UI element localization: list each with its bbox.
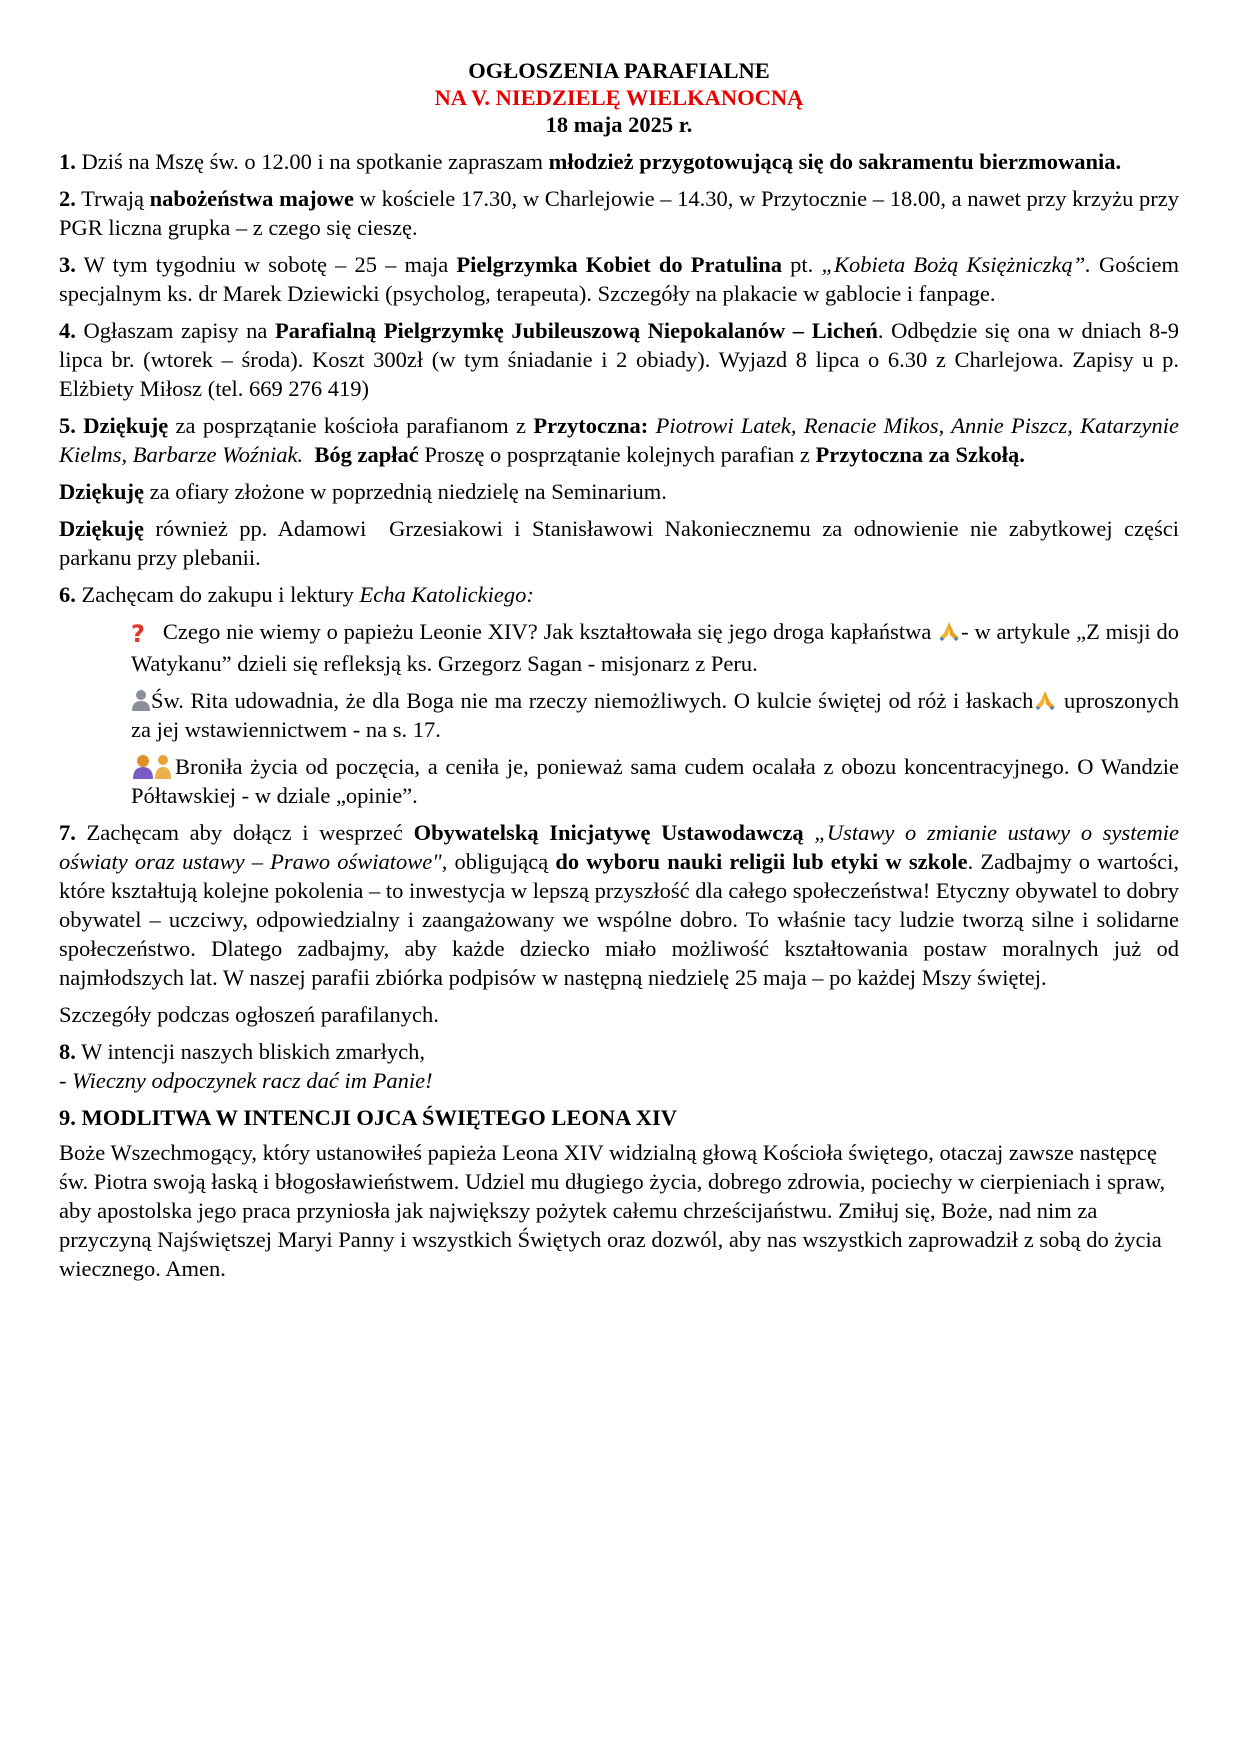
magazine-item-3 [131, 752, 1179, 810]
text: Gościem specjalnym ks. dr Marek Dziewicki (psycholog, terapeuta). Szczegóły na plakacie w gablocie i fanpage. [59, 252, 1179, 306]
item-number: 1. [59, 149, 76, 174]
announcement-1 [59, 147, 1179, 176]
text: Zachęcam do zakupu i lektury [75, 582, 360, 607]
text: Zachęcam aby dołącz i wesprzeć [75, 820, 414, 845]
text: . Zadbajmy o wartości, które kształtują kolejne pokolenia – to inwestycja w lepszą przyszłość dla całego społeczeństwa! Etyczny obywatel to dobry obywatel – uczciwy, odpowiedzialny i zaangażowany we wspólne dobro. To właśnie tacy ludzie tworzą silne i solidarne społeczeństwo. Dlatego zadbajmy, aby każde dziecko miało możliwość kształtowania postaw moralnych już od najmłodszych lat. W naszej parafii zbiórka podpisów w następną niedzielę 25 maja – po każdej Mszy świętej. [59, 849, 1180, 990]
text: Ogłaszam zapisy na [75, 318, 275, 343]
bold-text: Parafialną Pielgrzymkę Jubileuszową Niepokalanów – Licheń [274, 318, 878, 343]
announcement-4 [59, 316, 1179, 403]
bold-text: Przytoczna: [533, 413, 649, 438]
text: pt. [782, 252, 822, 277]
two-women-icon [131, 753, 175, 779]
text: Trwają [75, 186, 150, 211]
page-subtitle: NA V. NIEDZIELĘ WIELKANOCNĄ [434, 85, 804, 110]
text: Proszę o posprzątanie kolejnych parafian z [418, 442, 816, 467]
praying-hands-icon [1033, 690, 1057, 710]
page-header [59, 57, 1179, 138]
item-number: 3. [59, 252, 76, 277]
bold-text: młodzież przygotowującą się do sakramentu bierzmowania. [548, 149, 1122, 174]
praying-hands-icon [937, 621, 961, 641]
announcement-8 [59, 1037, 1179, 1095]
italic-text: - Wieczny odpoczynek racz dać im Panie! [59, 1068, 433, 1093]
bold-text: Dziękuję [75, 413, 169, 438]
text: Św. Rita udowadnia, że dla Boga nie ma rzeczy niemożliwych. O kulcie świętej od róż i łask [151, 688, 1003, 713]
announcement-3 [59, 250, 1179, 308]
item-number: 2. [59, 186, 76, 211]
announcement-7 [59, 818, 1179, 992]
bold-text: Przytoczna za Szkołą. [815, 442, 1025, 467]
question-mark-icon: ? [131, 620, 145, 648]
item-number: 7. [59, 820, 76, 845]
prayer-title: 9. MODLITWA W INTENCJI OJCA ŚWIĘTEGO LEONA XIV [59, 1105, 678, 1130]
text: Czego nie wiemy o papieżu Leonie XIV? Jak kształtowała się jego droga kapłaństwa [162, 619, 938, 644]
announcement-6 [59, 580, 1179, 609]
item-number: 8. [59, 1039, 76, 1064]
italic-text: Echa Katolickiego: [359, 582, 534, 607]
text: W intencji naszych bliskich zmarłych, [75, 1039, 425, 1064]
text: również pp. Adamowi Grzesiakowi i Stanisławowi Nakoniecznemu za odnowienie nie zabytkowej części parkanu przy plebanii. [59, 516, 1185, 570]
bold-text: Bóg zapłać [303, 442, 419, 467]
page-date: 18 maja 2025 r. [545, 112, 693, 137]
text: w kościele 17.30, w Charlejowie – 14.30, w Przytocznie – 18.00, a nawet przy krzyżu przy PGR liczna grupka – z czego się cieszę. [59, 186, 1180, 240]
page-title: OGŁOSZENIA PARAFIALNE [468, 58, 770, 83]
italic-text: Piotrowi Latek, Renacie Mikos, Annie Piszcz, Katarzynie Kielms, Barbarze Woźniak. [59, 413, 1179, 467]
magazine-item-1 [131, 617, 1179, 678]
announcements-content [59, 57, 1185, 1291]
text: za posprzątanie kościoła parafianom z [168, 413, 534, 438]
person-silhouette-icon [131, 688, 151, 712]
text: ach [1002, 688, 1034, 713]
thanks-fence [59, 514, 1185, 572]
prayer-text: Boże Wszechmogący, który ustanowiłeś papieża Leona XIV widzialną głową Kościoła świętego, otaczaj zawsze następcę św. Piotra swoją łaską i błogosławieństwem. Udziel mu długiego życia, dobrego zdrowia, pociechy w cierpieniach i spraw, aby apostolska jego praca przyniosła jak największy pożytek całemu chrześcijaństwu. Zmiłuj się, Boże, nad nim za przyczyną Najświętszej Maryi Panny i wszystkich Świętych oraz dozwól, aby nas wszystkich zaprowadził z sobą do życia wiecznego. Amen. [59, 1140, 1166, 1281]
bold-text: Pielgrzymka Kobiet do Pratulina [456, 252, 783, 277]
italic-text: „Ustawy o zmianie ustawy o systemie oświaty oraz ustawy – Prawo oświatowe" [59, 820, 1179, 874]
magazine-item-2 [131, 686, 1179, 744]
text: za ofiary złożone w poprzednią niedzielę na Seminarium. [143, 479, 667, 504]
text: - w artykule „Z misji do Watykanu” dzieli się refleksją ks. Grzegorz Sagan - misjonarz z Peru. [131, 619, 1179, 676]
text: Dziś na Mszę św. o 12.00 i na spotkanie zapraszam [75, 149, 549, 174]
announcement-5 [59, 411, 1179, 469]
text: Szczegóły podczas ogłoszeń parafilanych. [59, 1002, 439, 1027]
item-number: 4. [59, 318, 76, 343]
thanks-offering [59, 477, 1179, 506]
text: Broniła życia od poczęcia, a ceniła je, ponieważ sama cudem ocalała z obozu koncentracyjnego. O Wandzie Półtawskiej - w dziale „opinie”. [131, 754, 1179, 808]
announcement-7-details [59, 1000, 1179, 1029]
bold-text: nabożeństwa majowe [149, 186, 355, 211]
bold-text: Dziękuję [59, 516, 144, 541]
item-number: 6. [59, 582, 76, 607]
announcement-2 [59, 184, 1179, 242]
bold-text: do wyboru nauki religii lub etyki w szkole [555, 849, 968, 874]
text: , obligującą [441, 849, 556, 874]
italic-text: „Kobieta Bożą Księżniczką”. [821, 252, 1091, 277]
text: W tym tygodniu w sobotę – 25 – maja [75, 252, 457, 277]
item-number: 5. [59, 413, 76, 438]
bold-text: Dziękuję [59, 479, 144, 504]
text: . Odbędzie się ona w dniach 8-9 lipca br. (wtorek – środa). Koszt 300zł (w tym śniadanie i 2 obiady). Wyjazd 8 lipca o 6.30 z Charlejowa. Zapisy u p. Elżbiety Miłosz (tel. 669 276 419) [59, 318, 1179, 401]
bold-text: Obywatelską Inicjatywę Ustawodawczą [413, 820, 804, 845]
text: uproszonych za jej wstawiennictwem - na s. 17. [131, 688, 1179, 742]
